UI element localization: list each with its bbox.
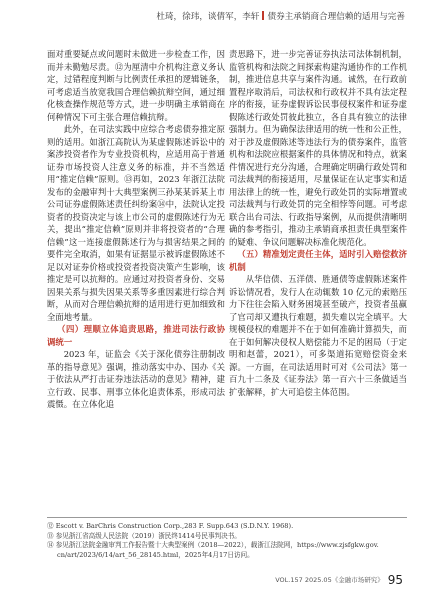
header-authors: 杜琦，徐玮，谈倩军，李轩 [156,12,260,22]
right-paragraph-1: 责思路下，进一步完善证券执法司法体制机制，监管机构和法院之间探索构建沟通协作的工作机制，推进信息共享与案件沟通。诚然，在行政前置程序取消后，司法权和行政权并不具有法定程序的衔接，证券虚假诉讼民事侵权案件和证券虚假陈述行政处罚彼此独立，各自具有独立的法律强制力。但为确保法律适用的统一性和公正性，对于涉及虚假陈述等违法行为的债券案件，监管机构和法院应根据案件的具体情况和特点，就案件情况进行充分沟通，合理确定明确行政处罚和司法裁判的衔接适用，尽量保证在认定事实和适用法律上的统一性，避免行政处罚的实际增置或司法裁判与行政处罚的完全相悖等问题。可考虑联合出台司法、行政指导案例，从而提供清晰明确的参考指引，推动主承销商承担责任典型案件的疑难、争议问题解决标准化规范化。 [229,49,407,247]
header-article-title: 债券主承销商合理信赖的适用与完善 [267,12,405,22]
footnote-12: ⑫ Escott v. BarChris Construction Corp.,283 F. Supp.643 (S.D.N.Y. 1968). [47,522,294,530]
header-divider [262,11,264,20]
left-paragraph-3: 2023 年，证监会《关于深化债券注册制改革的指导意见》强调，推动落实中办、国办《关于依法从严打击证券违法活动的意见》精神，建立行政、民事、刑事立体化追责体系，形成司法震慑。在立体化追 [47,349,225,409]
running-header [150,10,405,22]
right-paragraph-2: 从华信债、五洋债、胜通债等虚假陈述案件诉讼情况看，发行人在动辄数 10 亿元的索赔压力下往往会陷入财务困境甚至破产，投资者虽赢了官司却又遭执行难题，损失难以完全填平。大规模侵权的难题并不在于如何准确计算损失，而在于如何解决侵权人赔偿能力不足的困局（于定明和赵蕾，2021），可多渠道拓宽赔偿资金来源。一方面，在司法适用时可对《公司法》第一百九十二条及《证券法》第一百六十三条做适当扩张解释，扩大可追偿主体范围。 [229,274,407,397]
left-column [47,48,225,411]
section-heading-5: （五）精准划定责任主体，适时引入赔偿救济机制 [229,249,407,272]
page-number: 95 [387,573,403,587]
page-footer [275,573,403,587]
right-column [229,48,407,398]
footnote-14: ⑭ 参见浙江法院金融审判工作报告暨十大典型案例（2018—2022），载浙江法院网，https://www.zjsfgkw.gov. [47,541,379,550]
journal-volume: VOL.157 2025.05《金融市场研究》 [275,576,384,584]
section-heading-4: （四）理顺立体追责思路，推进司法行政协调统一 [47,324,225,347]
footnote-13: ⑬ 参见浙江省高级人民法院（2019）浙民终1414号民事判决书。 [47,531,241,540]
left-paragraph-2: 此外，在司法实践中应综合考虑债券推定原则的适用。如浙江高院认为某虚假陈述诉讼中的案涉投资者作为专业投资机构，应适用高于普通证券市场投资人注意义务的标准，并不当然适用“推定信赖”原则。⑬再如，2023 年浙江法院发布的金融审判十大典型案例三孙某某诉某上市公司证券虚假陈述责任纠纷案⑭中，法院认定投资者的投资决定与该上市公司的虚假陈述行为无关，提出“推定信赖”原则并非将投资者的“合理信赖”这一连接虚假陈述行为与损害结果之间的要件完全取消，如果有证据显示被诉虚假陈述不足以对证券价格或投资者投资决策产生影响，该推定是可以抗辩的。应通过对投资者身份、交易因果关系与损失因果关系等多重因素进行综合判断，从而对合理信赖抗辩的适用进行更加细致和全面地考量。 [47,124,225,322]
footnote-divider [47,517,407,518]
footnote-14-url: cn/art/2023/6/14/art_56_28145.html，2025年4月17日访问。 [57,550,254,559]
left-paragraph-1: 面对重要疑点或问题时未做进一步检查工作，因而并未勤勉尽责。⑫为厘清中介机构注意义务认定，过错程度判断与比例责任承担的逻辑链条，可考虑适当放宽我国合理信赖抗辩空间，通过细化核查操作规范等方式，进一步明确主承销商在何种情况下可主张合理信赖抗辩。 [47,49,225,122]
footnotes [47,522,407,560]
